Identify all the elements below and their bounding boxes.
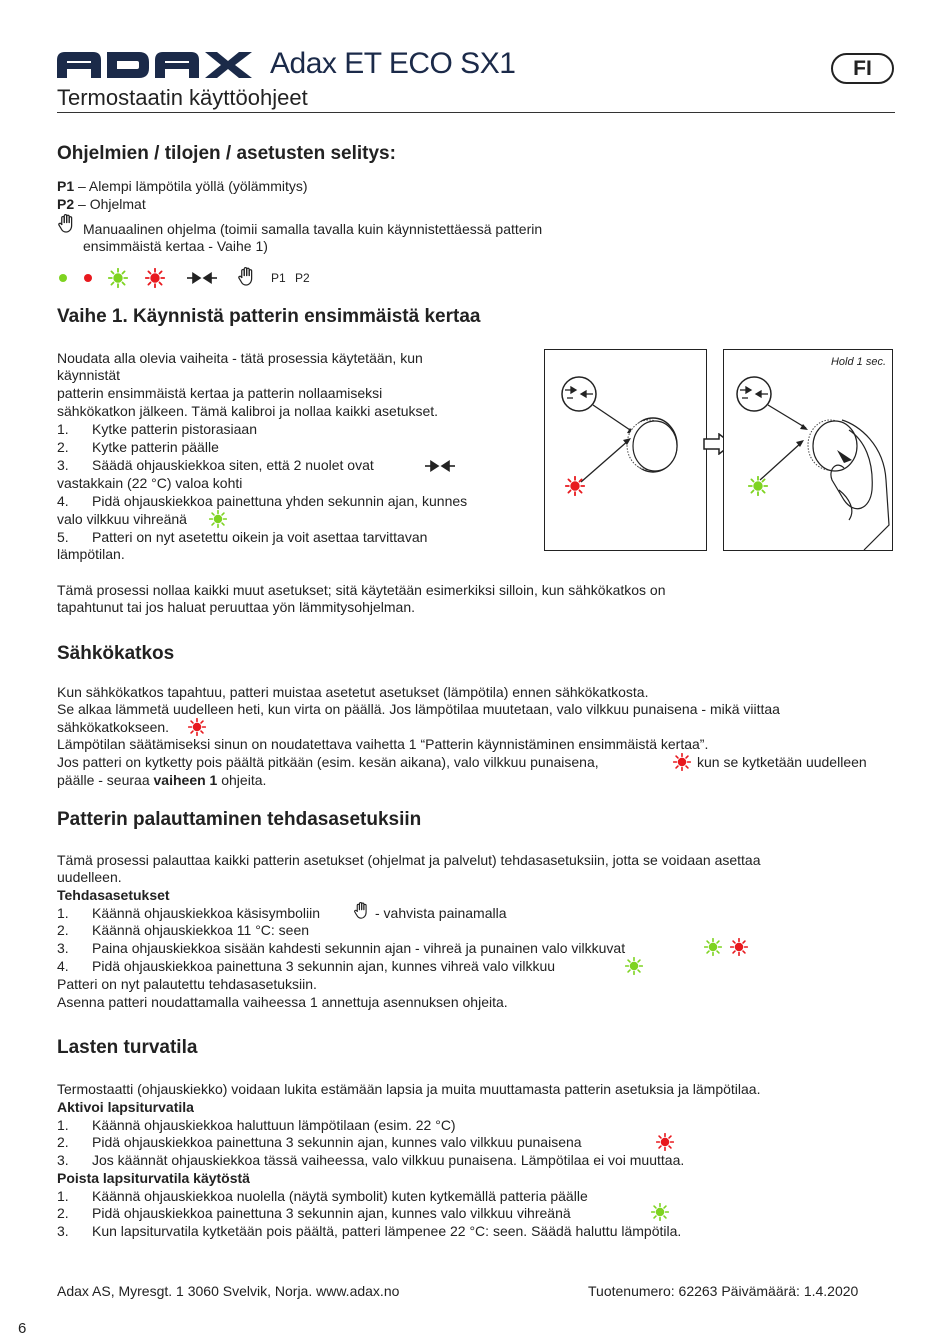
red-dot-icon	[82, 272, 94, 284]
factory-step4: Pidä ohjauskiekkoa painettuna 3 sekunnin ajan, kunnes vihreä valo vilkkuu	[92, 958, 556, 974]
language-code: FI	[853, 57, 872, 80]
outage-line-6-c: ohjeita.	[217, 772, 267, 788]
p1-text: – Alempi lämpötila yöllä (yölämmitys)	[78, 178, 308, 194]
red-blink-icon	[145, 268, 165, 288]
hand-symbol-icon	[237, 266, 256, 287]
phase1-step2: Kytke patterin päälle	[92, 439, 219, 455]
legend-manual-line2: ensimmäistä kertaa - Vaihe 1)	[83, 238, 268, 254]
phase1-step2-num: 2.	[57, 439, 69, 455]
illustration-panel-before	[544, 349, 707, 551]
green-blink-icon	[651, 1203, 669, 1221]
footer-address: Adax AS, Myresgt. 1 3060 Svelvik, Norja. www.adax.no	[57, 1283, 400, 1299]
child-deactivate-1-num: 1.	[57, 1188, 69, 1204]
red-blink-icon	[730, 938, 748, 956]
phase1-step1: Kytke patterin pistorasiaan	[92, 421, 257, 437]
green-blink-icon	[625, 957, 643, 975]
outage-line-1: Kun sähkökatkos tapahtuu, patteri muistaa asetetut asetukset (lämpötila) ennen sähkökatkosta.	[57, 684, 649, 700]
factory-step1-num: 1.	[57, 905, 69, 921]
child-activate-3: Jos käännät ohjauskiekkoa tässä vaiheessa, valo vilkkuu punaisena. Lämpötilaa ei voi muuttaa.	[92, 1152, 685, 1168]
outage-line-4: Lämpötilan säätämiseksi sinun on noudatettava vaihetta 1 “Patterin käynnistäminen ensimmäistä kertaa”.	[57, 736, 709, 752]
phase1-step5: Patteri on nyt asetettu oikein ja voit asettaa tarvittavan	[92, 529, 428, 545]
legend-p2	[57, 196, 146, 213]
phase1-heading: Vaihe 1. Käynnistä patterin ensimmäistä kertaa	[57, 306, 481, 327]
phase1-intro-1	[57, 350, 423, 367]
outage-line-6-bold: vaiheen 1	[153, 772, 218, 788]
symbol-p1: P1	[271, 271, 286, 285]
phase1-step1-num: 1.	[57, 421, 69, 437]
document-subtitle: Termostaatin käyttöohjeet	[57, 85, 308, 110]
phase1-step3: Säädä ohjauskiekkoa siten, että 2 nuolet ovat	[92, 457, 374, 473]
factory-step2-num: 2.	[57, 922, 69, 938]
arrows-icon	[182, 272, 222, 284]
red-blink-icon	[673, 753, 691, 771]
child-deactivate-1: Käännä ohjauskiekkoa nuolella (näytä symbolit) kuten kytkemällä patteria päälle	[92, 1188, 588, 1204]
hand-icon	[353, 901, 370, 920]
factory-heading: Patterin palauttaminen tehdasasetuksiin	[57, 809, 422, 830]
outage-line-3: sähkökatkokseen.	[57, 719, 170, 735]
factory-step3: Paina ohjauskiekkoa sisään kahdesti sekunnin ajan - vihreä ja punainen valo vilkkuvat	[92, 940, 626, 956]
child-deactivate-2-num: 2.	[57, 1205, 69, 1221]
child-deactivate-2: Pidä ohjauskiekkoa painettuna 3 sekunnin ajan, kunnes valo vilkkuu vihreänä	[92, 1205, 571, 1221]
footer-product-info: Tuotenumero: 62263 Päivämäärä: 1.4.2020	[588, 1283, 859, 1299]
phase1-intro-rest: tätä prosessia käytetään, kun	[240, 350, 423, 366]
child-deactivate-heading: Poista lapsiturvatila käytöstä	[57, 1170, 250, 1186]
factory-line-2: uudelleen.	[57, 869, 122, 885]
green-dot-icon	[57, 272, 69, 284]
phase1-outro-2: tapahtunut tai jos haluat peruuttaa yön lämmitysohjelman.	[57, 599, 415, 615]
green-blink-icon	[209, 510, 227, 528]
phase1-intro-lead: Noudata alla olevia vaiheita -	[57, 350, 241, 366]
child-deactivate-3: Kun lapsiturvatila kytketään pois päältä, patteri lämpenee 22 °C: seen. Säädä haluttu lämpötila.	[92, 1223, 682, 1239]
illustration-panel-after	[723, 349, 893, 551]
phase1-step3-num: 3.	[57, 457, 69, 473]
language-badge	[831, 53, 894, 84]
outage-heading: Sähkökatkos	[57, 643, 175, 664]
phase1-step4-num: 4.	[57, 493, 69, 509]
legend-manual-line1: Manuaalinen ohjelma (toimii samalla tavalla kuin käynnistettäessä patterin	[83, 221, 543, 237]
child-activate-2: Pidä ohjauskiekkoa painettuna 3 sekunnin ajan, kunnes valo vilkkuu punaisena	[92, 1134, 582, 1150]
factory-line-4: Asenna patteri noudattamalla vaiheessa 1 annettuja asennuksen ohjeita.	[57, 994, 508, 1010]
factory-line-3: Patteri on nyt palautettu tehdasasetuksiin.	[57, 976, 317, 992]
green-blink-icon	[108, 268, 128, 288]
p2-text: – Ohjelmat	[78, 196, 146, 212]
factory-step4-num: 4.	[57, 958, 69, 974]
legend-heading: Ohjelmien / tilojen / asetusten selitys:	[57, 143, 396, 164]
phase1-step4-cont: valo vilkkuu vihreänä	[57, 511, 187, 527]
page-number: 6	[18, 1320, 27, 1337]
child-deactivate-3-num: 3.	[57, 1223, 69, 1239]
outage-line-6	[57, 772, 266, 789]
phase1-step5-cont: lämpötilan.	[57, 546, 125, 562]
child-activate-1: Käännä ohjauskiekkoa haluttuun lämpötilaan (esim. 22 °C)	[92, 1117, 456, 1133]
phase1-outro-1: Tämä prosessi nollaa kaikki muut asetukset; sitä käytetään esimerkiksi silloin, kun sähkökatkos on	[57, 582, 666, 598]
knob-illustration	[545, 350, 706, 550]
outage-line-5b: kun se kytketään uudelleen	[697, 754, 867, 770]
factory-line-1: Tämä prosessi palauttaa kaikki patterin asetukset (ohjelmat ja palvelut) tehdasasetuksiin, jotta se voidaan asettaa	[57, 852, 761, 868]
red-blink-icon	[656, 1133, 674, 1151]
phase1-intro-3: patterin ensimmäistä kertaa ja patterin nollaamiseksi	[57, 385, 383, 401]
outage-line-6-a: päälle - seuraa	[57, 772, 154, 788]
factory-step3-num: 3.	[57, 940, 69, 956]
outage-line-5a: Jos patteri on kytketty pois päältä pitkään (esim. kesän aikana), valo vilkkuu punaisena,	[57, 754, 599, 770]
factory-step2: Käännä ohjauskiekkoa 11 °C: seen	[92, 922, 310, 938]
child-heading: Lasten turvatila	[57, 1037, 198, 1058]
child-activate-3-num: 3.	[57, 1152, 69, 1168]
adax-logo	[57, 52, 252, 78]
header-divider	[57, 112, 895, 113]
hold-label: Hold 1 sec.	[830, 356, 886, 368]
phase1-intro-2: käynnistät	[57, 367, 121, 383]
p2-key: P2	[57, 196, 75, 212]
phase1-intro-4: sähkökatkon jälkeen. Tämä kalibroi ja nollaa kaikki asetukset.	[57, 403, 439, 419]
child-activate-1-num: 1.	[57, 1117, 69, 1133]
legend-p1	[57, 178, 308, 195]
red-blink-icon	[188, 718, 206, 736]
p1-key: P1	[57, 178, 75, 194]
factory-subheading: Tehdasasetukset	[57, 887, 170, 903]
child-activate-2-num: 2.	[57, 1134, 69, 1150]
phase1-step5-num: 5.	[57, 529, 69, 545]
phase1-step4: Pidä ohjauskiekkoa painettuna yhden sekunnin ajan, kunnes	[92, 493, 468, 509]
factory-step1-a: Käännä ohjauskiekkoa käsisymboliin	[92, 905, 321, 921]
outage-line-2: Se alkaa lämmetä uudelleen heti, kun virta on päällä. Jos lämpötilaa muutetaan, valo vilkkuu punaisena - mikä viittaa	[57, 701, 780, 717]
factory-step1-b: - vahvista painamalla	[375, 905, 507, 921]
phase1-step3-cont: vastakkain (22 °C) valoa kohti	[57, 475, 243, 491]
arrows-icon	[420, 460, 460, 472]
child-activate-heading: Aktivoi lapsiturvatila	[57, 1099, 194, 1115]
hand-icon	[57, 213, 76, 234]
green-blink-icon	[704, 938, 722, 956]
knob-press-illustration	[724, 350, 892, 550]
product-title: Adax ET ECO SX1	[270, 47, 516, 80]
symbol-p2: P2	[295, 271, 310, 285]
child-line-1: Termostaatti (ohjauskiekko) voidaan lukita estämään lapsia ja muita muuttamasta patterin asetuksia ja lämpötilaa.	[57, 1081, 761, 1097]
